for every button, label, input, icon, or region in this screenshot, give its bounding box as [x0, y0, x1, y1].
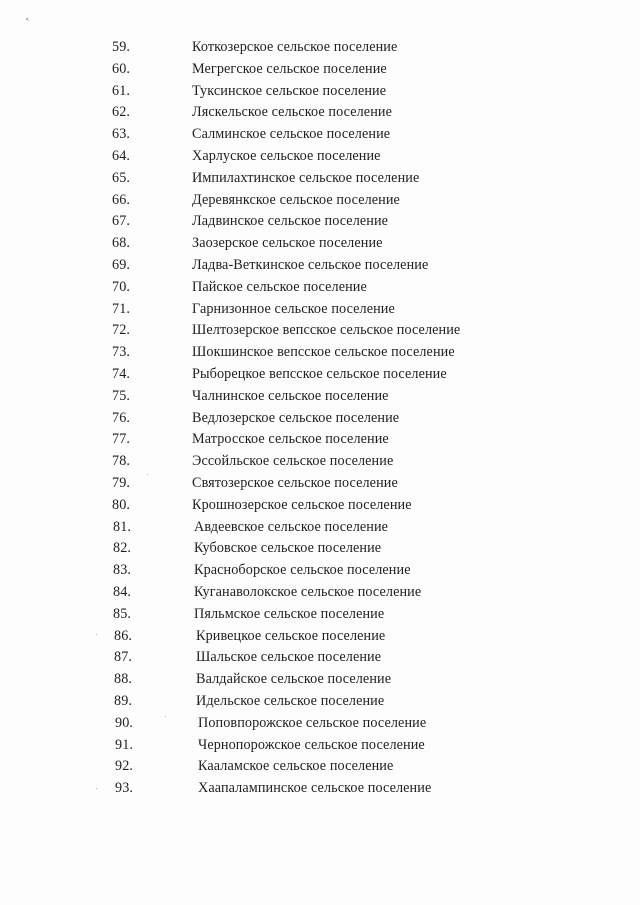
- item-name: Эссойльское сельское поселение: [192, 453, 394, 470]
- item-name: Куганаволокское сельское поселение: [194, 583, 422, 600]
- item-name: Харлуское сельское поселение: [192, 147, 381, 164]
- item-number: 78.: [112, 453, 131, 470]
- item-name: Кубовское сельское поселение: [194, 540, 382, 557]
- list-item: [0, 517, 640, 539]
- item-name: Валдайское сельское поселение: [196, 671, 392, 688]
- item-name: Ладвинское сельское поселение: [192, 213, 389, 230]
- list-item: [0, 124, 640, 146]
- item-name: Ляскельское сельское поселение: [192, 104, 392, 121]
- item-number: 92.: [115, 758, 134, 775]
- item-number: 85.: [113, 605, 132, 622]
- item-number: 66.: [112, 191, 131, 208]
- item-name: Деревянкское сельское поселение: [192, 191, 400, 208]
- item-name: Хаапалампинское сельское поселение: [198, 780, 432, 797]
- list-item: [0, 560, 640, 582]
- list-item: [0, 37, 640, 59]
- item-number: 65.: [112, 169, 131, 186]
- list-item: [0, 81, 640, 103]
- item-number: 86.: [114, 627, 133, 644]
- list-item: [0, 255, 640, 277]
- list-item: [0, 713, 640, 735]
- item-number: 67.: [112, 213, 131, 230]
- item-number: 79.: [112, 474, 131, 491]
- item-number: 93.: [115, 780, 134, 797]
- item-number: 61.: [112, 82, 131, 99]
- list-item: [0, 451, 640, 473]
- item-name: Шальское сельское поселение: [196, 649, 382, 666]
- item-name: Туксинское сельское поселение: [192, 82, 387, 99]
- list-item: [0, 604, 640, 626]
- item-name: Святозерское сельское поселение: [192, 474, 398, 491]
- list-item: [0, 669, 640, 691]
- item-name: Идельское сельское поселение: [196, 692, 385, 709]
- item-number: 80.: [112, 496, 131, 513]
- item-number: 81.: [113, 518, 132, 535]
- item-name: Кривецкое сельское поселение: [196, 627, 386, 644]
- item-number: 71.: [112, 300, 131, 317]
- item-number: 83.: [113, 562, 132, 579]
- list-item: [0, 277, 640, 299]
- item-number: 88.: [114, 671, 133, 688]
- item-number: 64.: [112, 147, 131, 164]
- list-item: [0, 538, 640, 560]
- list-item: [0, 495, 640, 517]
- list-item: [0, 408, 640, 430]
- item-name: Поповпорожское сельское поселение: [198, 714, 427, 731]
- item-number: 91.: [115, 736, 134, 753]
- item-number: 89.: [114, 692, 133, 709]
- scan-speck: [28, 20, 29, 21]
- list-item: [0, 233, 640, 255]
- item-number: 69.: [112, 256, 131, 273]
- item-name: Мегрегское сельское поселение: [192, 60, 387, 77]
- list-item: [0, 59, 640, 81]
- list-item: [0, 691, 640, 713]
- item-name: Авдеевское сельское поселение: [194, 518, 389, 535]
- item-name: Чалнинское сельское поселение: [192, 387, 389, 404]
- item-number: 76.: [112, 409, 131, 426]
- item-number: 59.: [112, 39, 131, 55]
- item-name: Крошнозерское сельское поселение: [192, 496, 412, 513]
- item-number: 60.: [112, 60, 131, 77]
- settlement-list: [0, 37, 640, 800]
- item-number: 72.: [112, 322, 131, 339]
- list-item: [0, 473, 640, 495]
- item-name: Пяльмское сельское поселение: [194, 605, 385, 622]
- list-item: [0, 102, 640, 124]
- item-name: Гарнизонное сельское поселение: [192, 300, 395, 317]
- list-item: [0, 735, 640, 757]
- list-item: [0, 386, 640, 408]
- list-item: [0, 146, 640, 168]
- list-item: [0, 190, 640, 212]
- list-item: [0, 364, 640, 386]
- list-item: [0, 626, 640, 648]
- item-number: 70.: [112, 278, 131, 295]
- item-name: Ладва-Веткинское сельское поселение: [192, 256, 429, 273]
- list-item: [0, 429, 640, 451]
- item-name: Чернопорожское сельское поселение: [198, 736, 425, 753]
- item-name: Шокшинское вепсское сельское поселение: [192, 344, 455, 361]
- list-item: [0, 299, 640, 321]
- item-name: Рыборецкое вепсское сельское поселение: [192, 365, 447, 382]
- list-item: [0, 582, 640, 604]
- item-name: Коткозерское сельское поселение: [192, 39, 398, 55]
- item-number: 87.: [114, 649, 133, 666]
- item-name: Заозерское сельское поселение: [192, 235, 383, 252]
- item-name: Шелтозерское вепсское сельское поселение: [192, 322, 461, 339]
- item-number: 90.: [115, 714, 134, 731]
- item-number: 77.: [112, 431, 131, 448]
- item-number: 73.: [112, 344, 131, 361]
- item-name: Пайское сельское поселение: [192, 278, 367, 295]
- item-name: Красноборское сельское поселение: [194, 562, 411, 579]
- item-name: Кааламское сельское поселение: [198, 758, 394, 775]
- item-number: 74.: [112, 365, 131, 382]
- list-item: [0, 342, 640, 364]
- list-item: [0, 756, 640, 778]
- item-number: 84.: [113, 583, 132, 600]
- item-number: 63.: [112, 126, 131, 143]
- list-item: [0, 320, 640, 342]
- list-item: [0, 168, 640, 190]
- item-name: Импилахтинское сельское поселение: [192, 169, 420, 186]
- item-number: 82.: [113, 540, 132, 557]
- list-item: [0, 647, 640, 669]
- item-name: Матросское сельское поселение: [192, 431, 389, 448]
- list-item: [0, 778, 640, 800]
- item-number: 75.: [112, 387, 131, 404]
- item-number: 62.: [112, 104, 131, 121]
- item-name: Ведлозерское сельское поселение: [192, 409, 400, 426]
- item-number: 68.: [112, 235, 131, 252]
- item-name: Салминское сельское поселение: [192, 126, 391, 143]
- list-item: [0, 211, 640, 233]
